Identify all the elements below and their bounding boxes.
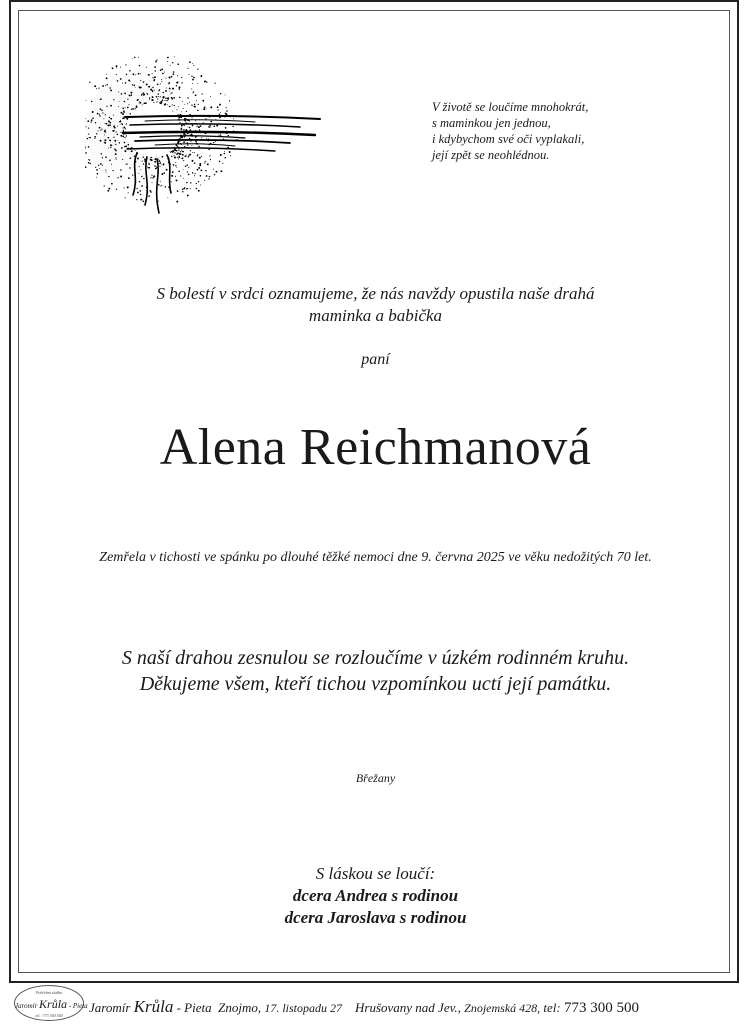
announcement-line: maminka a babička: [308, 306, 443, 325]
announcement-line: S bolestí v srdci oznamujeme, že nás navždy opustila naše drahá: [156, 284, 595, 303]
poem: [432, 99, 692, 163]
logo-bottom-text: tel.: 773 300 500: [35, 1013, 63, 1018]
footer-surname: Krůla: [133, 997, 174, 1016]
place: Břežany: [355, 771, 396, 785]
moon-emblem: [85, 55, 325, 220]
logo-top-text: Pohřební služba: [35, 990, 63, 995]
farewell-text: [0, 645, 751, 697]
footer: [0, 985, 751, 1024]
footer-contact: [89, 997, 639, 1017]
footer-tel-label: tel:: [543, 1000, 561, 1015]
funeral-service-logo: [14, 985, 88, 1021]
logo-surname: Krůla: [39, 997, 68, 1011]
footer-company: - Pieta: [176, 1000, 212, 1015]
poem-line: její zpět se neohlédnou.: [432, 148, 550, 162]
logo-suffix: - Pieta: [68, 1002, 88, 1010]
logo-first-name: Jaromír: [15, 1002, 38, 1010]
farewell-line: Děkujeme všem, kteří tichou vzpomínkou uctí její památku.: [139, 673, 612, 695]
logo-name: [15, 997, 88, 1012]
title-word: paní: [361, 351, 390, 368]
signature: [0, 863, 751, 929]
footer-city-2: Hrušovany nad Jev.,: [355, 1000, 461, 1015]
signature-heading: S láskou se loučí:: [315, 864, 436, 883]
signature-family-member: dcera Jaroslava s rodinou: [284, 908, 467, 927]
footer-city-1: Znojmo,: [218, 1000, 262, 1015]
footer-street-1: 17. listopadu 27: [264, 1001, 343, 1015]
footer-street-2: Znojemská 428,: [464, 1001, 541, 1015]
footer-first-name: Jaromír: [89, 1000, 131, 1015]
poem-line: i kdybychom své oči vyplakali,: [432, 132, 585, 146]
signature-family-member: dcera Andrea s rodinou: [292, 886, 459, 905]
announcement: [0, 283, 751, 327]
death-notice: Zemřela v tichosti ve spánku po dlouhé těžké nemoci dne 9. června 2025 ve věku nedožitých 70 let.: [99, 550, 652, 565]
farewell-line: S naší drahou zesnulou se rozloučíme v úzkém rodinném kruhu.: [121, 647, 630, 669]
deceased-name: Alena Reichmanová: [159, 419, 592, 476]
poem-line: s maminkou jen jednou,: [432, 116, 551, 130]
footer-phone: 773 300 500: [564, 1000, 639, 1016]
poem-line: V životě se loučíme mnohokrát,: [432, 100, 589, 114]
